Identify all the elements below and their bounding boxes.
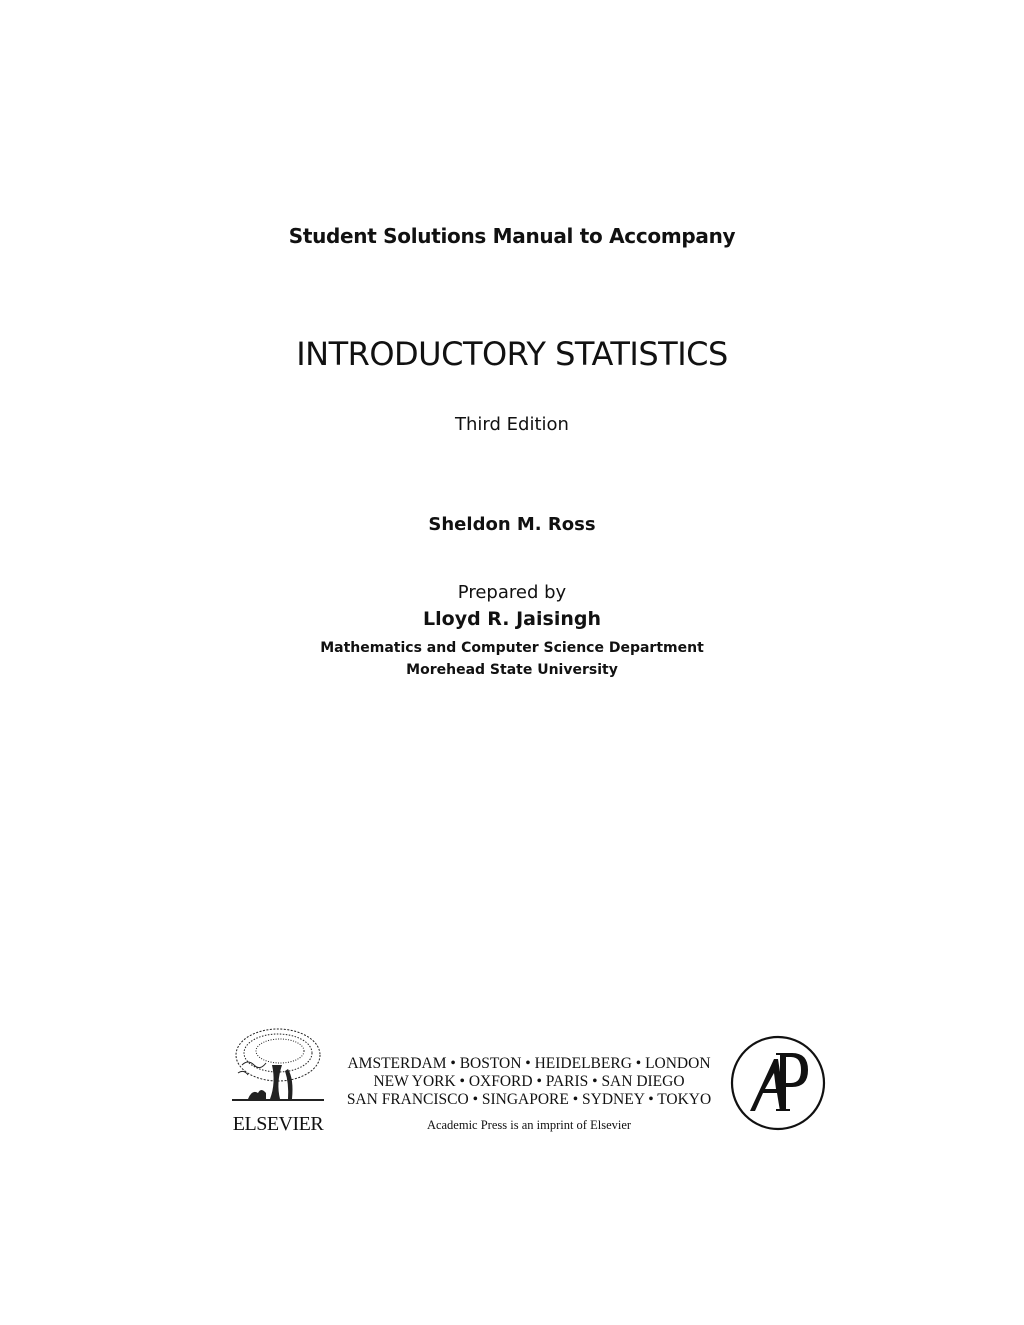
cities-line: NEW YORK • OXFORD • PARIS • SAN DIEGO (373, 1073, 685, 1090)
department: Mathematics and Computer Science Department (320, 640, 704, 656)
edition: Third Edition (455, 414, 569, 435)
academic-press-logo (728, 1033, 828, 1133)
publisher-cities (340, 1055, 718, 1109)
prepared-by-label: Prepared by (457, 582, 567, 603)
elsevier-logo (228, 1025, 328, 1135)
cities-line: SAN FRANCISCO • SINGAPORE • SYDNEY • TOKYO (346, 1091, 712, 1108)
university: Morehead State University (406, 662, 618, 678)
academic-press-logo-icon (728, 1033, 828, 1133)
author: Sheldon M. Ross (428, 514, 596, 535)
elsevier-wordmark: ELSEVIER (232, 1113, 324, 1135)
subtitle: Student Solutions Manual to Accompany (288, 224, 736, 248)
book-title: INTRODUCTORY STATISTICS (296, 335, 728, 373)
elsevier-tree-icon (228, 1025, 328, 1109)
cities-line: AMSTERDAM • BOSTON • HEIDELBERG • LONDON (347, 1055, 711, 1072)
imprint-note: Academic Press is an imprint of Elsevier (426, 1118, 632, 1132)
preparer-name: Lloyd R. Jaisingh (423, 608, 601, 630)
